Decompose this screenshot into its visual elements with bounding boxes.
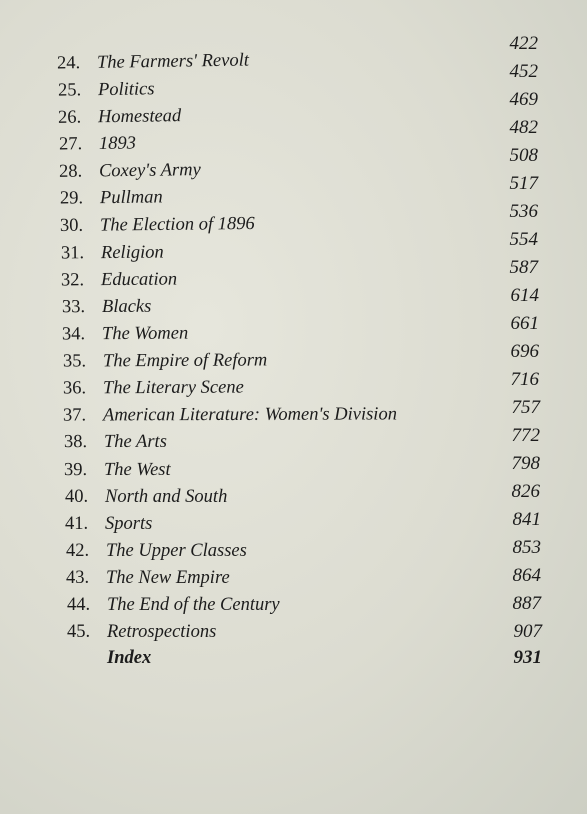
chapter-title: The Farmers' Revolt <box>96 50 250 73</box>
chapter-number: 36. <box>62 378 87 399</box>
chapter-number: 39. <box>63 460 88 481</box>
page-number: 536 <box>509 201 538 222</box>
chapter-title: Pullman <box>99 187 163 209</box>
chapter-number: 28. <box>58 161 83 182</box>
toc-entry <box>64 458 171 482</box>
chapter-title: Religion <box>100 242 164 264</box>
toc-entry <box>59 158 201 184</box>
toc-entry <box>58 77 155 102</box>
chapter-number: 30. <box>59 215 84 237</box>
chapter-title: The End of the Century <box>107 595 280 615</box>
chapter-title: Blacks <box>101 296 152 318</box>
chapter-title: Coxey's Army <box>98 160 201 182</box>
page-number: 661 <box>510 313 539 334</box>
chapter-number: 37. <box>62 405 87 426</box>
toc-entry <box>65 485 227 509</box>
page-number: 826 <box>511 481 540 502</box>
index-page-number: 931 <box>513 647 542 668</box>
toc-entry <box>58 104 182 130</box>
page-number: 864 <box>512 565 541 586</box>
page-number: 772 <box>511 425 540 446</box>
toc-entry <box>66 539 247 563</box>
chapter-title: The Women <box>101 323 189 345</box>
page-number: 587 <box>509 257 538 278</box>
page-number: 469 <box>509 89 538 110</box>
page-number: 841 <box>512 509 541 530</box>
chapter-title: The Literary Scene <box>102 377 244 399</box>
chapter-title: The Upper Classes <box>106 541 247 561</box>
page-number: 422 <box>509 33 538 54</box>
page-number: 853 <box>512 537 541 558</box>
chapter-number: 24. <box>56 53 81 74</box>
toc-entry <box>65 512 152 536</box>
page-number: 554 <box>509 229 538 250</box>
chapter-title: The Election of 1896 <box>99 213 255 236</box>
page-number: 452 <box>509 61 538 82</box>
chapter-number: 29. <box>59 188 84 209</box>
page-number: 887 <box>512 593 541 614</box>
toc-index-entry <box>107 646 151 670</box>
chapter-number: 33. <box>61 297 86 318</box>
chapter-number: 38. <box>63 432 88 453</box>
chapter-title: 1893 <box>98 133 137 154</box>
chapter-number: 27. <box>58 134 83 155</box>
chapter-number: 40. <box>65 487 89 507</box>
page-number: 716 <box>510 369 539 390</box>
chapter-title: Sports <box>105 514 153 534</box>
chapter-number: 42. <box>66 541 90 561</box>
page-number: 482 <box>509 117 538 138</box>
chapter-title: North and South <box>105 487 228 507</box>
toc-entry <box>60 185 163 210</box>
chapter-number: 44. <box>67 595 91 615</box>
page-number: 798 <box>511 453 540 474</box>
toc-entry <box>63 348 267 373</box>
chapter-title: The Arts <box>103 431 167 453</box>
page-number: 614 <box>510 285 539 306</box>
chapter-number: 41. <box>65 514 89 534</box>
chapter-number: 26. <box>57 107 82 128</box>
chapter-number: 35. <box>62 351 87 372</box>
page-number: 907 <box>513 621 542 642</box>
chapter-number: 34. <box>61 324 86 345</box>
chapter-title: Retrospections <box>107 622 217 642</box>
chapter-title: The New Empire <box>106 568 230 588</box>
toc-entry <box>63 376 244 401</box>
toc-entry <box>67 593 280 617</box>
page-number: 508 <box>509 145 538 166</box>
toc-entry <box>57 48 249 75</box>
toc-entry <box>62 295 151 320</box>
chapter-title: Homestead <box>97 106 182 128</box>
chapter-title: The West <box>103 459 171 481</box>
chapter-number: 25. <box>57 80 82 101</box>
page-number: 757 <box>511 397 540 418</box>
toc-entry <box>59 132 136 157</box>
chapter-title: Education <box>100 269 178 291</box>
toc-entry <box>60 212 255 238</box>
toc-entry <box>61 267 177 292</box>
index-title: Index <box>107 648 152 668</box>
chapter-title: Politics <box>97 79 155 101</box>
toc-entry <box>66 566 230 590</box>
toc-entry <box>63 402 397 427</box>
chapter-number: 43. <box>66 568 90 588</box>
page-number: 696 <box>510 341 539 362</box>
chapter-number: 45. <box>67 622 91 642</box>
page-number: 517 <box>509 173 538 194</box>
toc-entry <box>67 620 216 644</box>
chapter-title: American Literature: Women's Division <box>102 404 397 426</box>
toc-entry <box>64 430 167 454</box>
toc-entry <box>61 241 164 266</box>
chapter-number: 31. <box>60 243 85 264</box>
toc-entry <box>62 322 188 347</box>
chapter-title: The Empire of Reform <box>102 350 268 372</box>
chapter-number: 32. <box>60 270 85 291</box>
